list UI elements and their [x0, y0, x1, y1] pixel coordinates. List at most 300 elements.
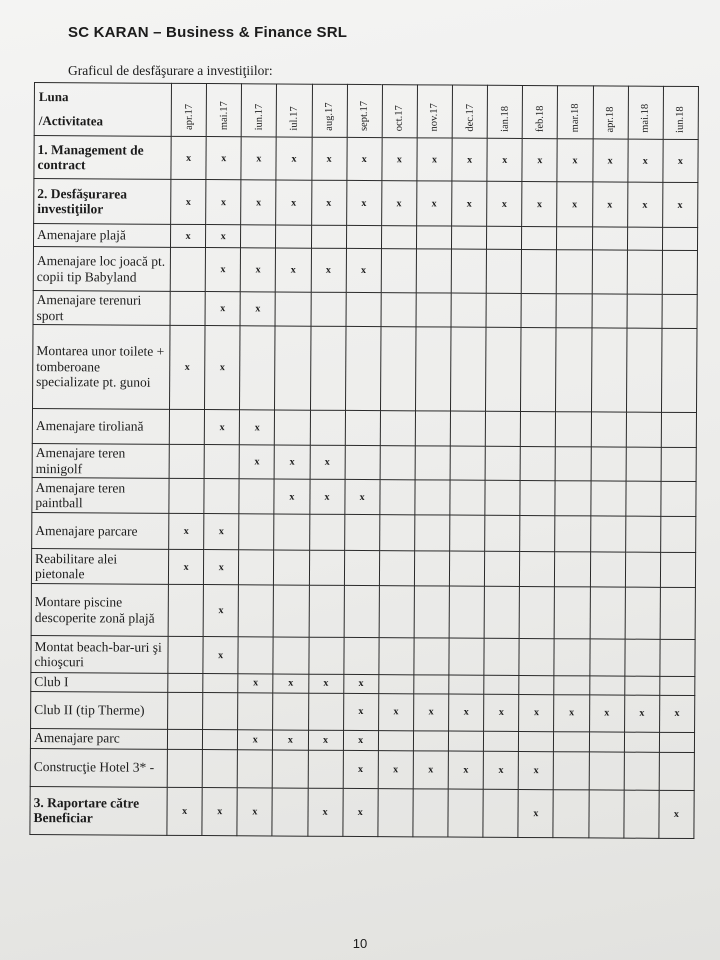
schedule-mark-cell: [660, 516, 695, 552]
schedule-mark-cell: [624, 732, 659, 752]
schedule-mark-cell: [554, 751, 589, 789]
schedule-mark-cell: [344, 514, 379, 550]
schedule-mark-cell: [589, 751, 624, 789]
schedule-mark-cell: x: [202, 787, 237, 835]
schedule-mark-cell: [590, 587, 625, 639]
schedule-mark-cell: x: [276, 180, 311, 225]
schedule-mark-cell: [450, 446, 485, 480]
schedule-mark-cell: x: [241, 137, 276, 180]
schedule-mark-cell: [520, 515, 555, 551]
schedule-mark-cell: [661, 481, 696, 516]
schedule-mark-cell: x: [273, 674, 308, 693]
schedule-mark-cell: x: [449, 694, 484, 731]
schedule-mark-cell: [661, 412, 696, 447]
activity-row: [34, 179, 698, 228]
schedule-mark-cell: [592, 250, 627, 294]
activity-label: Amenajare terenuri sport: [33, 290, 170, 325]
schedule-mark-cell: [555, 447, 590, 481]
schedule-mark-cell: [519, 638, 554, 675]
schedule-mark-cell: [275, 292, 310, 326]
schedule-mark-cell: [415, 480, 450, 515]
month-header-feb-18: [522, 85, 557, 138]
schedule-mark-cell: [522, 226, 557, 249]
schedule-mark-cell: [486, 293, 521, 327]
schedule-mark-cell: x: [381, 181, 416, 226]
schedule-mark-cell: [662, 227, 697, 250]
schedule-mark-cell: x: [484, 694, 519, 731]
schedule-mark-cell: [592, 227, 627, 250]
activity-row: [33, 324, 697, 412]
schedule-mark-cell: [627, 294, 662, 328]
month-header-iun-18: [663, 86, 698, 139]
schedule-mark-cell: x: [171, 179, 206, 224]
month-label: iun.18: [675, 106, 687, 133]
schedule-mark-cell: [625, 481, 660, 516]
schedule-mark-cell: [274, 514, 309, 550]
schedule-mark-cell: [555, 481, 590, 516]
schedule-mark-cell: x: [241, 180, 276, 225]
schedule-mark-cell: [626, 412, 661, 447]
schedule-mark-cell: x: [518, 751, 553, 789]
page-number: 10: [352, 936, 368, 951]
activity-label: Construcţie Hotel 3* -: [30, 748, 167, 787]
schedule-mark-cell: [238, 585, 273, 637]
schedule-mark-cell: [239, 550, 274, 585]
schedule-mark-cell: x: [276, 248, 311, 292]
schedule-mark-cell: x: [557, 139, 592, 182]
schedule-mark-cell: [520, 446, 555, 480]
schedule-mark-cell: [451, 226, 486, 249]
schedule-mark-cell: x: [343, 693, 378, 730]
schedule-mark-cell: [484, 586, 519, 638]
schedule-mark-cell: [379, 551, 414, 586]
schedule-mark-cell: [204, 445, 239, 479]
schedule-mark-cell: x: [240, 248, 275, 292]
schedule-mark-cell: [520, 551, 555, 586]
schedule-mark-cell: [380, 446, 415, 480]
schedule-mark-cell: [625, 516, 660, 552]
schedule-mark-cell: x: [378, 693, 413, 730]
schedule-mark-cell: [414, 638, 449, 675]
schedule-mark-cell: [662, 294, 697, 328]
month-header-iul-17: [277, 84, 312, 137]
schedule-mark-cell: x: [206, 225, 241, 248]
month-label: nov.17: [429, 103, 441, 132]
activity-row: [34, 136, 698, 183]
schedule-mark-cell: [238, 692, 273, 729]
schedule-mark-cell: [661, 447, 696, 481]
activity-row: [31, 691, 695, 732]
schedule-mark-cell: x: [205, 248, 240, 292]
month-label: sept.17: [358, 100, 371, 132]
schedule-mark-cell: [557, 250, 592, 294]
activity-label: Amenajare tiroliană: [32, 408, 169, 444]
schedule-mark-cell: [553, 789, 588, 837]
schedule-mark-cell: [416, 293, 451, 327]
schedule-mark-cell: x: [659, 695, 694, 732]
schedule-mark-cell: x: [240, 410, 275, 445]
schedule-mark-cell: [660, 676, 695, 695]
activity-row: [32, 512, 696, 552]
month-label: apr.18: [604, 106, 616, 133]
schedule-mark-cell: [415, 515, 450, 551]
schedule-mark-cell: [450, 411, 485, 446]
schedule-mark-cell: x: [522, 181, 557, 226]
schedule-mark-cell: [308, 750, 343, 788]
activity-label: 3. Raportare către Beneficiar: [30, 786, 167, 835]
schedule-mark-cell: [379, 675, 414, 694]
activity-label: Amenajare parc: [30, 728, 167, 749]
schedule-mark-cell: [484, 731, 519, 751]
schedule-mark-cell: [556, 328, 592, 412]
schedule-mark-cell: x: [238, 729, 273, 749]
schedule-mark-cell: x: [413, 750, 448, 788]
schedule-mark-cell: [308, 693, 343, 730]
schedule-mark-cell: [169, 478, 204, 513]
schedule-mark-cell: [239, 479, 274, 514]
schedule-mark-cell: x: [628, 139, 663, 182]
schedule-mark-cell: x: [627, 182, 662, 227]
schedule-mark-cell: [413, 788, 448, 836]
schedule-mark-cell: [346, 225, 381, 248]
schedule-mark-cell: [275, 410, 310, 445]
schedule-mark-cell: [449, 675, 484, 694]
schedule-mark-cell: [202, 749, 237, 787]
schedule-mark-cell: [345, 326, 381, 410]
schedule-mark-cell: [485, 515, 520, 551]
schedule-mark-cell: [449, 638, 484, 675]
schedule-mark-cell: [625, 639, 660, 676]
schedule-mark-cell: [416, 226, 451, 249]
schedule-mark-cell: x: [237, 787, 272, 835]
schedule-mark-cell: x: [205, 326, 241, 410]
schedule-mark-cell: [345, 410, 380, 445]
schedule-mark-cell: [345, 445, 380, 479]
schedule-mark-cell: [555, 552, 590, 587]
activity-row: [32, 408, 696, 447]
schedule-mark-cell: x: [308, 730, 343, 750]
schedule-mark-cell: [556, 294, 591, 328]
schedule-mark-cell: x: [522, 138, 557, 181]
activity-label: Montarea unor toilete + tomberoane specializate pt. gunoi: [33, 324, 171, 409]
schedule-mark-cell: [274, 550, 309, 585]
activity-row: [33, 246, 697, 294]
schedule-mark-cell: x: [239, 445, 274, 479]
schedule-mark-cell: x: [167, 787, 202, 835]
schedule-mark-cell: [415, 411, 450, 446]
schedule-mark-cell: [309, 514, 344, 550]
schedule-mark-cell: [592, 294, 627, 328]
activity-label: Club I: [31, 672, 168, 691]
schedule-mark-cell: [588, 789, 623, 837]
schedule-mark-cell: [273, 585, 308, 637]
schedule-mark-cell: x: [452, 138, 487, 181]
activity-rows: [30, 136, 698, 839]
activity-label: Montat beach-bar-uri şi chioşcuri: [31, 635, 168, 673]
schedule-mark-cell: [450, 327, 486, 411]
activity-label: 2. Desfăşurarea investiţiilor: [34, 179, 171, 225]
schedule-mark-cell: [272, 787, 307, 835]
schedule-mark-cell: [484, 638, 519, 675]
schedule-mark-cell: x: [204, 410, 239, 445]
schedule-mark-cell: x: [624, 695, 659, 732]
schedule-mark-cell: x: [206, 180, 241, 225]
activity-row: [32, 477, 696, 516]
schedule-mark-cell: [310, 326, 346, 410]
schedule-mark-cell: x: [663, 139, 698, 182]
schedule-mark-cell: [344, 637, 379, 674]
schedule-mark-cell: x: [452, 181, 487, 226]
schedule-mark-cell: [309, 550, 344, 585]
schedule-mark-cell: [627, 250, 662, 294]
schedule-mark-cell: [660, 552, 695, 587]
schedule-mark-cell: x: [171, 136, 206, 179]
schedule-mark-cell: [308, 637, 343, 674]
schedule-mark-cell: x: [311, 137, 346, 180]
month-label: ian.18: [499, 105, 511, 132]
activity-label: Reabilitare alei pietonale: [31, 548, 168, 584]
schedule-mark-cell: [449, 586, 484, 638]
corner-month-label: Luna: [38, 89, 69, 105]
schedule-mark-cell: x: [311, 180, 346, 225]
month-header-mar-18: [558, 86, 593, 139]
schedule-mark-cell: x: [662, 182, 697, 227]
schedule-mark-cell: [310, 410, 345, 445]
schedule-mark-cell: [590, 516, 625, 552]
schedule-table-container: [29, 82, 698, 840]
month-header-mai-17: [206, 84, 241, 137]
schedule-mark-cell: [483, 789, 518, 837]
schedule-mark-cell: x: [487, 181, 522, 226]
schedule-mark-cell: x: [204, 550, 239, 585]
company-name: SC KARAN – Business & Finance SRL: [68, 24, 348, 41]
schedule-mark-cell: [167, 749, 202, 787]
investment-schedule-table: [29, 82, 698, 839]
month-header-ian-18: [487, 85, 522, 138]
schedule-mark-cell: x: [519, 694, 554, 731]
schedule-mark-cell: [624, 752, 659, 790]
schedule-mark-cell: [238, 637, 273, 674]
month-header-apr-18: [593, 86, 628, 139]
schedule-mark-cell: [484, 675, 519, 694]
schedule-mark-cell: [521, 327, 557, 411]
activity-label: Club II (tip Therme): [31, 691, 168, 729]
schedule-mark-cell: [378, 788, 413, 836]
schedule-mark-cell: [589, 731, 624, 751]
schedule-mark-cell: x: [170, 224, 205, 247]
schedule-mark-cell: x: [205, 292, 240, 326]
schedule-mark-cell: [520, 480, 555, 515]
schedule-mark-cell: [521, 249, 556, 293]
schedule-mark-cell: x: [170, 325, 206, 409]
schedule-mark-cell: x: [346, 180, 381, 225]
schedule-mark-cell: [381, 226, 416, 249]
schedule-mark-cell: [380, 327, 416, 411]
schedule-mark-cell: [309, 585, 344, 637]
schedule-mark-cell: [414, 586, 449, 638]
schedule-mark-cell: [379, 515, 414, 551]
schedule-mark-cell: [557, 227, 592, 250]
schedule-mark-cell: x: [347, 137, 382, 180]
schedule-mark-cell: [451, 249, 486, 293]
schedule-mark-cell: [448, 731, 483, 751]
schedule-mark-cell: [519, 675, 554, 694]
activity-label: Montare piscine descoperite zonă plajă: [31, 583, 168, 636]
schedule-mark-cell: [275, 326, 311, 410]
schedule-mark-cell: [591, 328, 627, 412]
schedule-mark-cell: x: [206, 137, 241, 180]
schedule-mark-cell: x: [659, 790, 694, 838]
schedule-mark-cell: [590, 552, 625, 587]
schedule-mark-cell: [168, 636, 203, 673]
activity-row: [30, 748, 694, 790]
schedule-mark-cell: [168, 692, 203, 729]
schedule-mark-cell: [625, 587, 660, 639]
schedule-mark-cell: [662, 250, 697, 294]
schedule-mark-cell: [627, 227, 662, 250]
month-label: aug.17: [323, 102, 335, 131]
schedule-mark-cell: [624, 790, 659, 838]
month-header-dec-17: [452, 85, 487, 138]
schedule-mark-cell: [451, 293, 486, 327]
schedule-mark-cell: [241, 225, 276, 248]
corner-activity-label: /Activitatea: [38, 113, 104, 129]
schedule-mark-cell: [414, 551, 449, 586]
schedule-mark-cell: [311, 292, 346, 326]
schedule-mark-cell: [169, 409, 204, 444]
schedule-mark-cell: x: [203, 585, 238, 637]
schedule-mark-cell: [554, 731, 589, 751]
schedule-mark-cell: [413, 730, 448, 750]
schedule-mark-cell: x: [240, 292, 275, 326]
schedule-mark-cell: x: [554, 694, 589, 731]
schedule-mark-cell: [381, 293, 416, 327]
schedule-mark-cell: x: [310, 445, 345, 479]
schedule-mark-cell: [449, 551, 484, 586]
month-header-oct-17: [382, 85, 417, 138]
schedule-mark-cell: x: [308, 674, 343, 693]
schedule-mark-cell: [416, 249, 451, 293]
schedule-mark-cell: x: [343, 750, 378, 788]
schedule-mark-cell: [590, 481, 625, 516]
schedule-mark-cell: x: [204, 514, 239, 550]
schedule-mark-cell: [378, 730, 413, 750]
schedule-mark-cell: [273, 637, 308, 674]
schedule-mark-cell: [485, 446, 520, 480]
schedule-mark-cell: x: [448, 751, 483, 789]
schedule-mark-cell: [380, 480, 415, 515]
schedule-mark-cell: x: [274, 445, 309, 479]
schedule-mark-cell: [237, 749, 272, 787]
schedule-mark-cell: [203, 729, 238, 749]
schedule-mark-cell: [661, 328, 697, 412]
activity-row: [31, 548, 695, 587]
schedule-mark-cell: x: [343, 674, 378, 693]
schedule-mark-cell: x: [343, 730, 378, 750]
schedule-mark-cell: x: [557, 182, 592, 227]
schedule-mark-cell: x: [344, 479, 379, 514]
schedule-mark-cell: [485, 551, 520, 586]
activity-row: [31, 635, 695, 676]
schedule-mark-cell: [485, 411, 520, 446]
schedule-mark-cell: [485, 480, 520, 515]
schedule-mark-cell: [414, 675, 449, 694]
schedule-mark-cell: [168, 584, 203, 636]
schedule-mark-cell: [415, 327, 451, 411]
schedule-mark-cell: [168, 673, 203, 692]
schedule-mark-cell: [487, 226, 522, 249]
schedule-mark-cell: [554, 676, 589, 695]
schedule-mark-cell: [625, 552, 660, 587]
schedule-mark-cell: x: [238, 674, 273, 693]
schedule-mark-cell: x: [518, 789, 553, 837]
schedule-mark-cell: [344, 585, 379, 637]
schedule-mark-cell: [624, 676, 659, 695]
schedule-mark-cell: x: [417, 181, 452, 226]
activity-row: [31, 583, 695, 639]
schedule-mark-cell: [380, 411, 415, 446]
schedule-mark-cell: [555, 516, 590, 552]
month-label: mai.17: [218, 101, 230, 131]
month-label: iul.17: [288, 106, 300, 131]
schedule-mark-cell: x: [487, 138, 522, 181]
schedule-mark-cell: [450, 480, 485, 515]
schedule-mark-cell: x: [169, 513, 204, 549]
schedule-mark-cell: x: [592, 182, 627, 227]
schedule-mark-cell: [554, 639, 589, 676]
month-header-aug-17: [312, 84, 347, 137]
schedule-mark-cell: [519, 731, 554, 751]
month-header-iun-17: [241, 84, 276, 137]
schedule-mark-cell: [660, 639, 695, 676]
schedule-mark-cell: x: [274, 479, 309, 514]
schedule-mark-cell: [554, 587, 589, 639]
activity-label: 1. Management de contract: [34, 136, 171, 180]
schedule-mark-cell: [448, 789, 483, 837]
schedule-mark-cell: [311, 225, 346, 248]
schedule-mark-cell: x: [483, 751, 518, 789]
schedule-mark-cell: [170, 291, 205, 325]
schedule-mark-cell: x: [307, 788, 342, 836]
month-label: iun.17: [253, 103, 265, 131]
schedule-mark-cell: [486, 327, 522, 411]
schedule-mark-cell: [204, 479, 239, 514]
schedule-mark-cell: [486, 249, 521, 293]
month-label: apr.17: [183, 103, 195, 130]
schedule-mark-cell: [240, 326, 276, 410]
activity-label: Amenajare plajă: [33, 224, 170, 248]
activity-row: [33, 290, 697, 328]
schedule-mark-cell: x: [346, 248, 381, 292]
schedule-mark-cell: x: [203, 637, 238, 674]
month-header-nov-17: [417, 85, 452, 138]
schedule-mark-cell: x: [276, 137, 311, 180]
month-header-apr-17: [171, 83, 206, 136]
activity-label: Amenajare teren paintball: [32, 477, 169, 513]
schedule-mark-cell: [519, 586, 554, 638]
schedule-mark-cell: [521, 411, 556, 446]
schedule-mark-cell: x: [382, 138, 417, 181]
schedule-mark-cell: [273, 692, 308, 729]
schedule-mark-cell: [626, 328, 662, 412]
schedule-mark-cell: [659, 752, 694, 790]
schedule-mark-cell: [169, 444, 204, 478]
activity-label: Amenajare parcare: [32, 512, 169, 549]
schedule-mark-cell: [167, 729, 202, 749]
schedule-mark-cell: x: [378, 750, 413, 788]
schedule-mark-cell: [589, 639, 624, 676]
activity-label: Amenajare teren minigolf: [32, 443, 169, 478]
